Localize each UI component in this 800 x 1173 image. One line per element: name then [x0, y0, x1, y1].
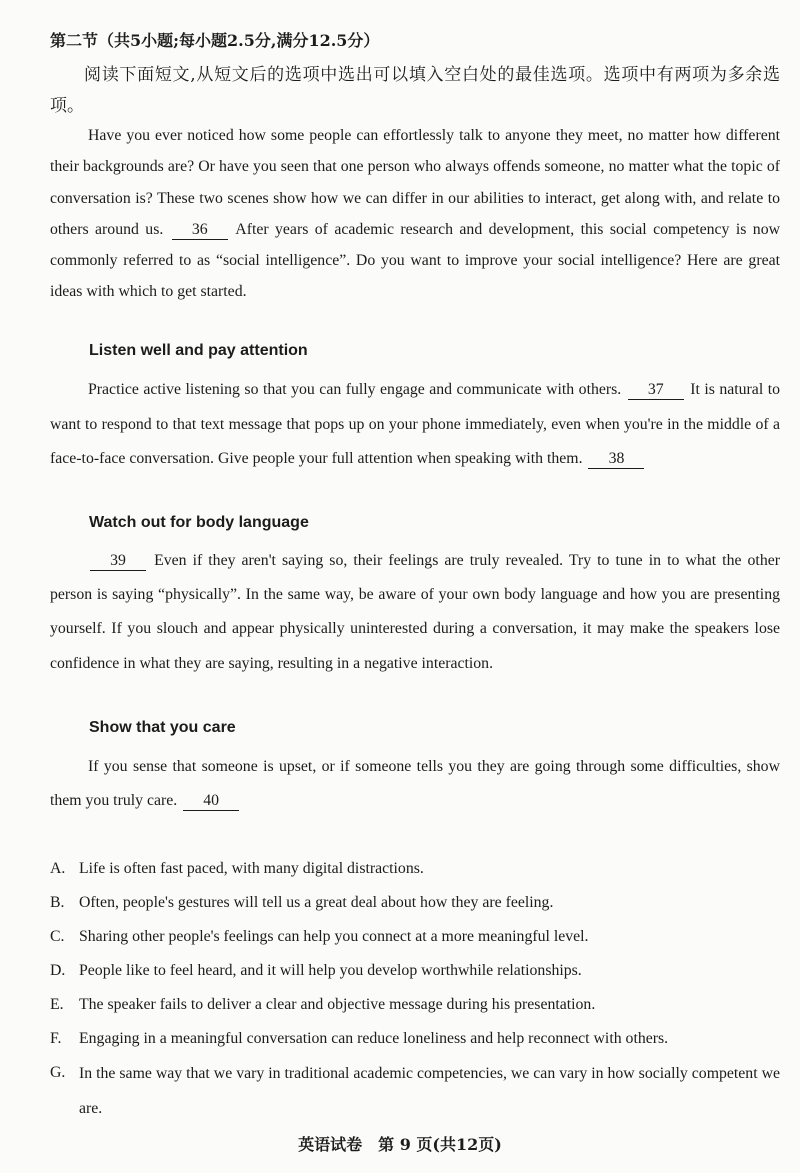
paragraph-text: After years of academic research and development, this social competency is now commonly referred to as “social intelligence”. Do you want to improve your social intelligence? Here are great ideas with which to get started. [50, 220, 780, 301]
option-d [50, 954, 780, 988]
option-letter: F. [50, 1030, 62, 1047]
option-letter: E. [50, 996, 64, 1013]
page-footer: 英语试卷 第 9 页(共12页) [298, 1135, 502, 1154]
passage-paragraph-4 [50, 750, 780, 818]
instructions: 阅读下面短文,从短文后的选项中选出可以填入空白处的最佳选项。选项中有两项为多余选项。 [50, 65, 780, 116]
blank-37: 37 [628, 381, 684, 400]
blank-39: 39 [90, 552, 146, 571]
option-letter: A. [50, 860, 66, 877]
answer-options [50, 852, 780, 1126]
blank-40: 40 [183, 792, 239, 811]
option-e [50, 988, 780, 1022]
option-text: People like to feel heard, and it will help you develop worthwhile relationships. [79, 962, 582, 979]
option-g [50, 1056, 780, 1126]
subheading-listen: Listen well and pay attention [89, 342, 308, 359]
option-text: In the same way that we vary in traditional academic competencies, we can vary in how socially competent we are. [79, 1065, 780, 1117]
paragraph-text: Even if they aren't saying so, their feelings are truly revealed. Try to tune in to what the other person is saying “physically”. In the same way, be aware of your own body language and how you are presenting yourself. If you slouch and appear physically uninterested during a conversation, it may make the speakers lose confidence in what they are saying, resulting in a negative interaction. [50, 552, 780, 672]
paragraph-text: Practice active listening so that you can fully engage and communicate with others. [88, 381, 622, 398]
option-text: The speaker fails to deliver a clear and objective message during his presentation. [79, 996, 596, 1013]
passage-paragraph-2 [50, 373, 780, 477]
option-f [50, 1022, 780, 1056]
option-c [50, 920, 780, 954]
paragraph-text: If you sense that someone is upset, or if someone tells you they are going through some difficulties, show them you truly care. [50, 758, 780, 809]
option-letter: B. [50, 894, 65, 911]
blank-36: 36 [172, 221, 228, 240]
section-heading: 第二节（共5小题;每小题2.5分,满分12.5分） [50, 31, 380, 50]
paragraph-text: It is natural to want to respond to that text message that pops up on your phone immediately, even when you're in the middle of a face-to-face conversation. Give people your full attention when speaking with them. [50, 381, 780, 467]
blank-38: 38 [588, 450, 644, 469]
option-a [50, 852, 780, 886]
option-letter: C. [50, 928, 65, 945]
option-text: Often, people's gestures will tell us a great deal about how they are feeling. [79, 894, 554, 911]
option-text: Engaging in a meaningful conversation can reduce loneliness and help reconnect with others. [79, 1030, 669, 1047]
option-b [50, 886, 780, 920]
subheading-show-care: Show that you care [89, 719, 236, 736]
passage-paragraph-3 [50, 544, 780, 681]
passage-paragraph-1 [50, 120, 780, 308]
subheading-body-language: Watch out for body language [89, 514, 309, 531]
paragraph-text: Have you ever noticed how some people can effortlessly talk to anyone they meet, no matter how different their backgrounds are? Or have you seen that one person who always offends someone, no matter what the topic of conversation is? These two scenes show how we can differ in our abilities to interact, get along with, and relate to others around us. [50, 127, 780, 238]
option-text: Sharing other people's feelings can help you connect at a more meaningful level. [79, 928, 589, 945]
option-text: Life is often fast paced, with many digital distractions. [79, 860, 424, 877]
option-letter: D. [50, 962, 66, 979]
option-letter: G. [50, 1064, 66, 1081]
